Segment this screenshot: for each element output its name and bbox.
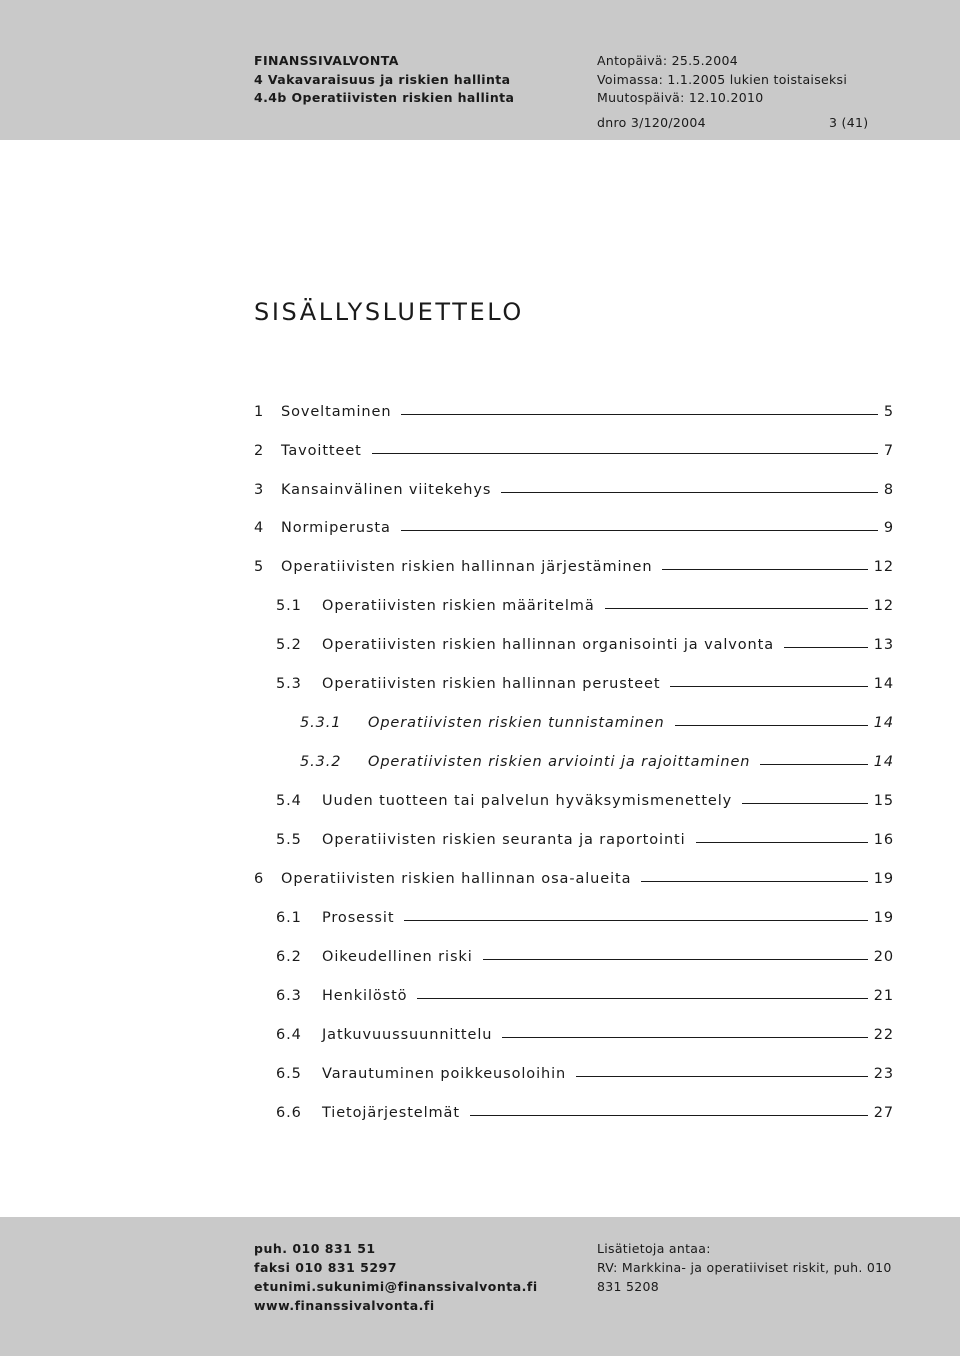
toc-number: 3 [254, 482, 265, 498]
toc-leader [576, 1075, 868, 1077]
toc-page: 13 [873, 637, 894, 653]
toc-number: 4 [254, 520, 265, 536]
toc-number: 5.4 [276, 793, 302, 809]
toc-entry[interactable] [254, 1021, 894, 1043]
toc-entry[interactable] [254, 514, 894, 536]
toc-title: Operatiivisten riskien hallinnan organisointi ja valvonta [322, 637, 774, 653]
toc-number: 6.4 [276, 1027, 302, 1043]
toc-title: Henkilöstö [322, 988, 408, 1004]
toc-title: Oikeudellinen riski [322, 949, 473, 965]
header-org: FINANSSIVALVONTA [254, 53, 399, 68]
toc-page: 14 [873, 715, 894, 731]
toc-entry[interactable] [254, 437, 894, 459]
toc-leader [784, 646, 868, 648]
toc-entry[interactable] [254, 592, 894, 614]
toc-entry[interactable] [254, 670, 894, 692]
toc-number: 5.3.2 [300, 754, 342, 770]
toc-page: 16 [873, 832, 894, 848]
toc-page: 20 [873, 949, 894, 965]
toc-number: 5.3.1 [300, 715, 342, 731]
toc-title: Soveltaminen [281, 404, 392, 420]
toc-entry[interactable] [254, 398, 894, 420]
header-right [597, 52, 869, 132]
toc-title: Prosessit [322, 910, 395, 926]
toc-number: 5 [254, 559, 265, 575]
header-valid-from: Voimassa: 1.1.2005 lukien toistaiseksi [597, 71, 848, 87]
toc-title: Kansainvälinen viitekehys [281, 482, 492, 498]
toc-entry[interactable] [254, 865, 894, 887]
toc-page: 15 [873, 793, 894, 809]
toc-page: 8 [883, 482, 894, 498]
toc-entry[interactable] [254, 1060, 894, 1082]
toc-entry[interactable] [254, 476, 894, 498]
toc-leader [760, 763, 867, 765]
footer-phone: puh. 010 831 51 [254, 1241, 376, 1256]
toc-entry[interactable] [254, 982, 894, 1004]
toc-page: 14 [873, 676, 894, 692]
toc-entry[interactable] [254, 748, 894, 770]
toc-leader [483, 958, 868, 960]
toc-leader [404, 919, 867, 921]
header-modified-date: Muutospäivä: 12.10.2010 [597, 90, 764, 105]
toc-title: Operatiivisten riskien määritelmä [322, 598, 595, 614]
toc-page: 12 [873, 598, 894, 614]
toc-page: 9 [883, 520, 894, 536]
toc-leader [401, 529, 878, 531]
toc-entry[interactable] [254, 787, 894, 809]
footer-website[interactable]: www.finanssivalvonta.fi [254, 1298, 435, 1313]
toc-page: 19 [873, 871, 894, 887]
toc-page: 12 [873, 559, 894, 575]
toc-title: Varautuminen poikkeusoloihin [322, 1066, 567, 1082]
toc-page: 23 [873, 1066, 894, 1082]
toc-title: Operatiivisten riskien hallinnan perusteet [322, 676, 661, 692]
toc-leader [470, 1114, 868, 1116]
toc-leader [502, 1036, 867, 1038]
toc-title: Jatkuvuussuunnittelu [322, 1027, 493, 1043]
toc-title: Uuden tuotteen tai palvelun hyväksymismenettely [322, 793, 733, 809]
footer-info-contact: RV: Markkina- ja operatiiviset riskit, puh. 010 [597, 1260, 892, 1275]
toc-page: 27 [873, 1105, 894, 1121]
toc-number: 6.6 [276, 1105, 302, 1121]
toc-title: Operatiivisten riskien hallinnan järjestäminen [281, 559, 653, 575]
toc-number: 5.5 [276, 832, 302, 848]
toc-page: 22 [873, 1027, 894, 1043]
toc-title: Normiperusta [281, 520, 391, 536]
toc-leader [675, 724, 868, 726]
toc-title: Operatiivisten riskien hallinnan osa-alueita [281, 871, 632, 887]
header-dnro: dnro 3/120/2004 [597, 114, 706, 130]
toc-title: Operatiivisten riskien arviointi ja rajoittaminen [368, 754, 751, 770]
toc-page: 14 [873, 754, 894, 770]
toc-number: 1 [254, 404, 265, 420]
footer-info-phone: 831 5208 [597, 1279, 660, 1294]
footer-email[interactable]: etunimi.sukunimi@finanssivalvonta.fi [254, 1279, 538, 1294]
toc-leader [401, 413, 877, 415]
toc-leader [501, 491, 878, 493]
toc-entry[interactable] [254, 943, 894, 965]
footer-info-label: Lisätietoja antaa: [597, 1241, 711, 1256]
toc-leader [670, 685, 867, 687]
toc-number: 5.3 [276, 676, 302, 692]
header-section: 4 Vakavaraisuus ja riskien hallinta [254, 71, 511, 87]
toc-number: 6.5 [276, 1066, 302, 1082]
toc-leader [417, 997, 867, 999]
toc-entry[interactable] [254, 709, 894, 731]
toc-page: 5 [883, 404, 894, 420]
toc-title: Operatiivisten riskien seuranta ja raportointi [322, 832, 686, 848]
footer-contact [254, 1240, 538, 1316]
toc-leader [662, 568, 867, 570]
toc-number: 2 [254, 443, 265, 459]
toc-number: 5.2 [276, 637, 302, 653]
toc-entry[interactable] [254, 631, 894, 653]
toc-number: 6.3 [276, 988, 302, 1004]
toc-entry[interactable] [254, 826, 894, 848]
toc-number: 6.2 [276, 949, 302, 965]
toc-title: Operatiivisten riskien tunnistaminen [368, 715, 665, 731]
toc-page: 7 [883, 443, 894, 459]
header-left [254, 52, 514, 108]
toc-entry[interactable] [254, 904, 894, 926]
footer-info [597, 1240, 892, 1297]
header-issue-date: Antopäivä: 25.5.2004 [597, 53, 738, 68]
toc-leader [605, 607, 868, 609]
toc-leader [696, 841, 868, 843]
footer-fax: faksi 010 831 5297 [254, 1260, 397, 1275]
toc-entry[interactable] [254, 553, 894, 575]
toc-title: Tavoitteet [281, 443, 362, 459]
toc-leader [641, 880, 867, 882]
toc-title: Tietojärjestelmät [322, 1105, 460, 1121]
toc-number: 6 [254, 871, 265, 887]
toc-leader [742, 802, 868, 804]
toc-page: 19 [873, 910, 894, 926]
toc-entry[interactable] [254, 1099, 894, 1121]
toc-number: 6.1 [276, 910, 302, 926]
header-page-number: 3 (41) [829, 114, 869, 130]
toc-number: 5.1 [276, 598, 302, 614]
toc-leader [372, 452, 878, 454]
header-dnro-line [597, 114, 869, 133]
toc-page: 21 [873, 988, 894, 1004]
header-subsection: 4.4b Operatiivisten riskien hallinta [254, 90, 515, 105]
page-title: SISÄLLYSLUETTELO [254, 298, 524, 326]
